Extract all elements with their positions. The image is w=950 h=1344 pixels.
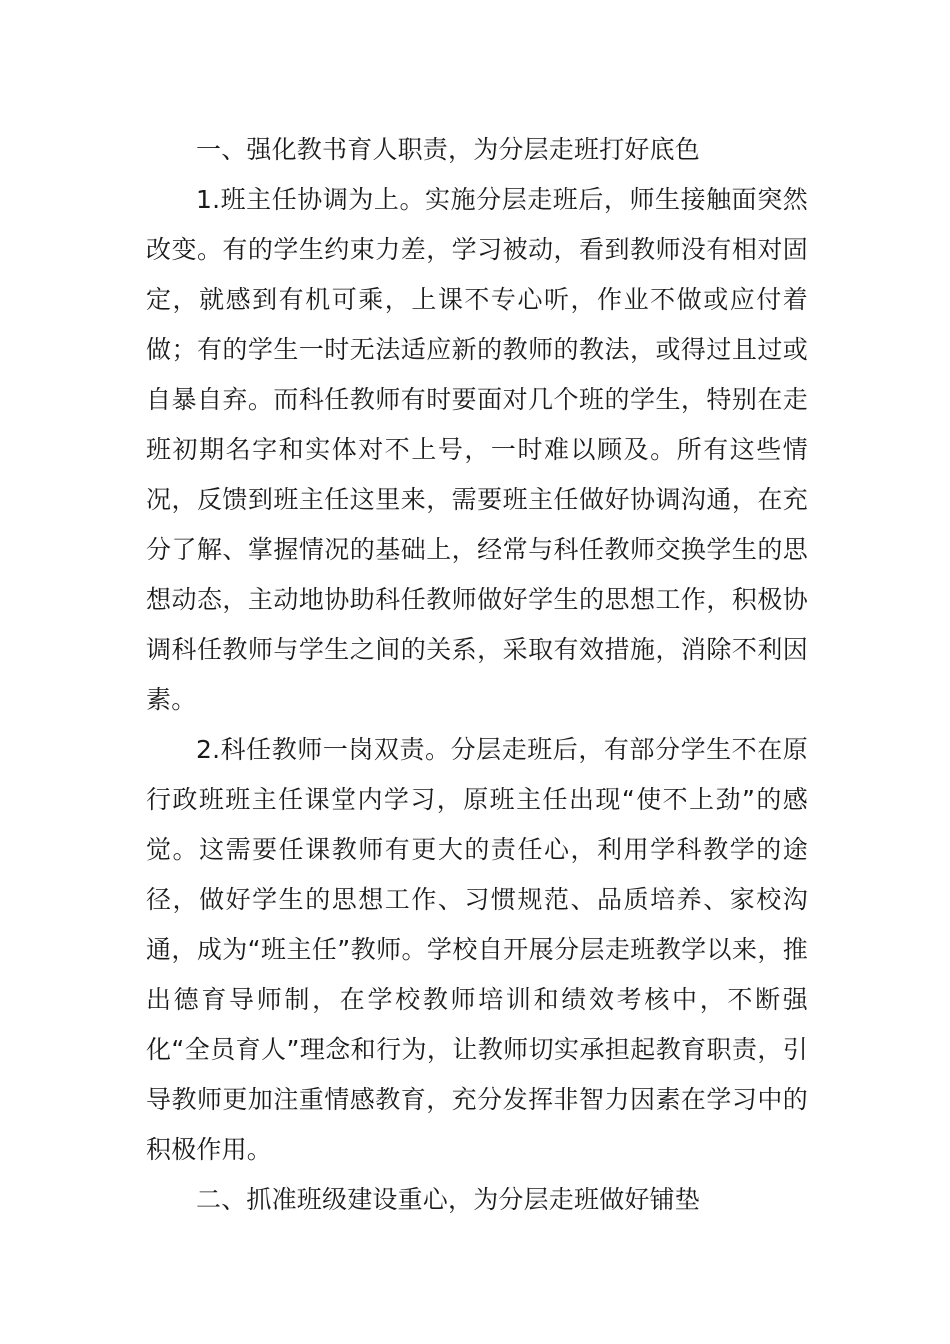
document-body [146,125,808,1225]
paragraph-2: 2.科任教师一岗双责。分层走班后，有部分学生不在原行政班班主任课堂内学习，原班主任出现“使不上劲”的感觉。这需要任课教师有更大的责任心，利用学科教学的途径，做好学生的思想工作、习惯规范、品质培养、家校沟通，成为“班主任”教师。学校自开展分层走班教学以来，推出德育导师制，在学校教师培训和绩效考核中，不断强化“全员育人”理念和行为，让教师切实承担起教育职责，引导教师更加注重情感教育，充分发挥非智力因素在学习中的积极作用。 [146,735,808,1164]
section-heading-1: 一、强化教书育人职责，为分层走班打好底色 [196,135,701,164]
paragraph-1: 1.班主任协调为上。实施分层走班后，师生接触面突然改变。有的学生约束力差，学习被动，看到教师没有相对固定，就感到有机可乘，上课不专心听，作业不做或应付着做；有的学生一时无法适应新的教师的教法，或得过且过或自暴自弃。而科任教师有时要面对几个班的学生，特别在走班初期名字和实体对不上号，一时难以顾及。所有这些情况，反馈到班主任这里来，需要班主任做好协调沟通，在充分了解、掌握情况的基础上，经常与科任教师交换学生的思想动态，主动地协助科任教师做好学生的思想工作，积极协调科任教师与学生之间的关系，采取有效措施，消除不利因素。 [146,185,808,714]
section-heading-2: 二、抓准班级建设重心，为分层走班做好铺垫 [196,1185,701,1214]
